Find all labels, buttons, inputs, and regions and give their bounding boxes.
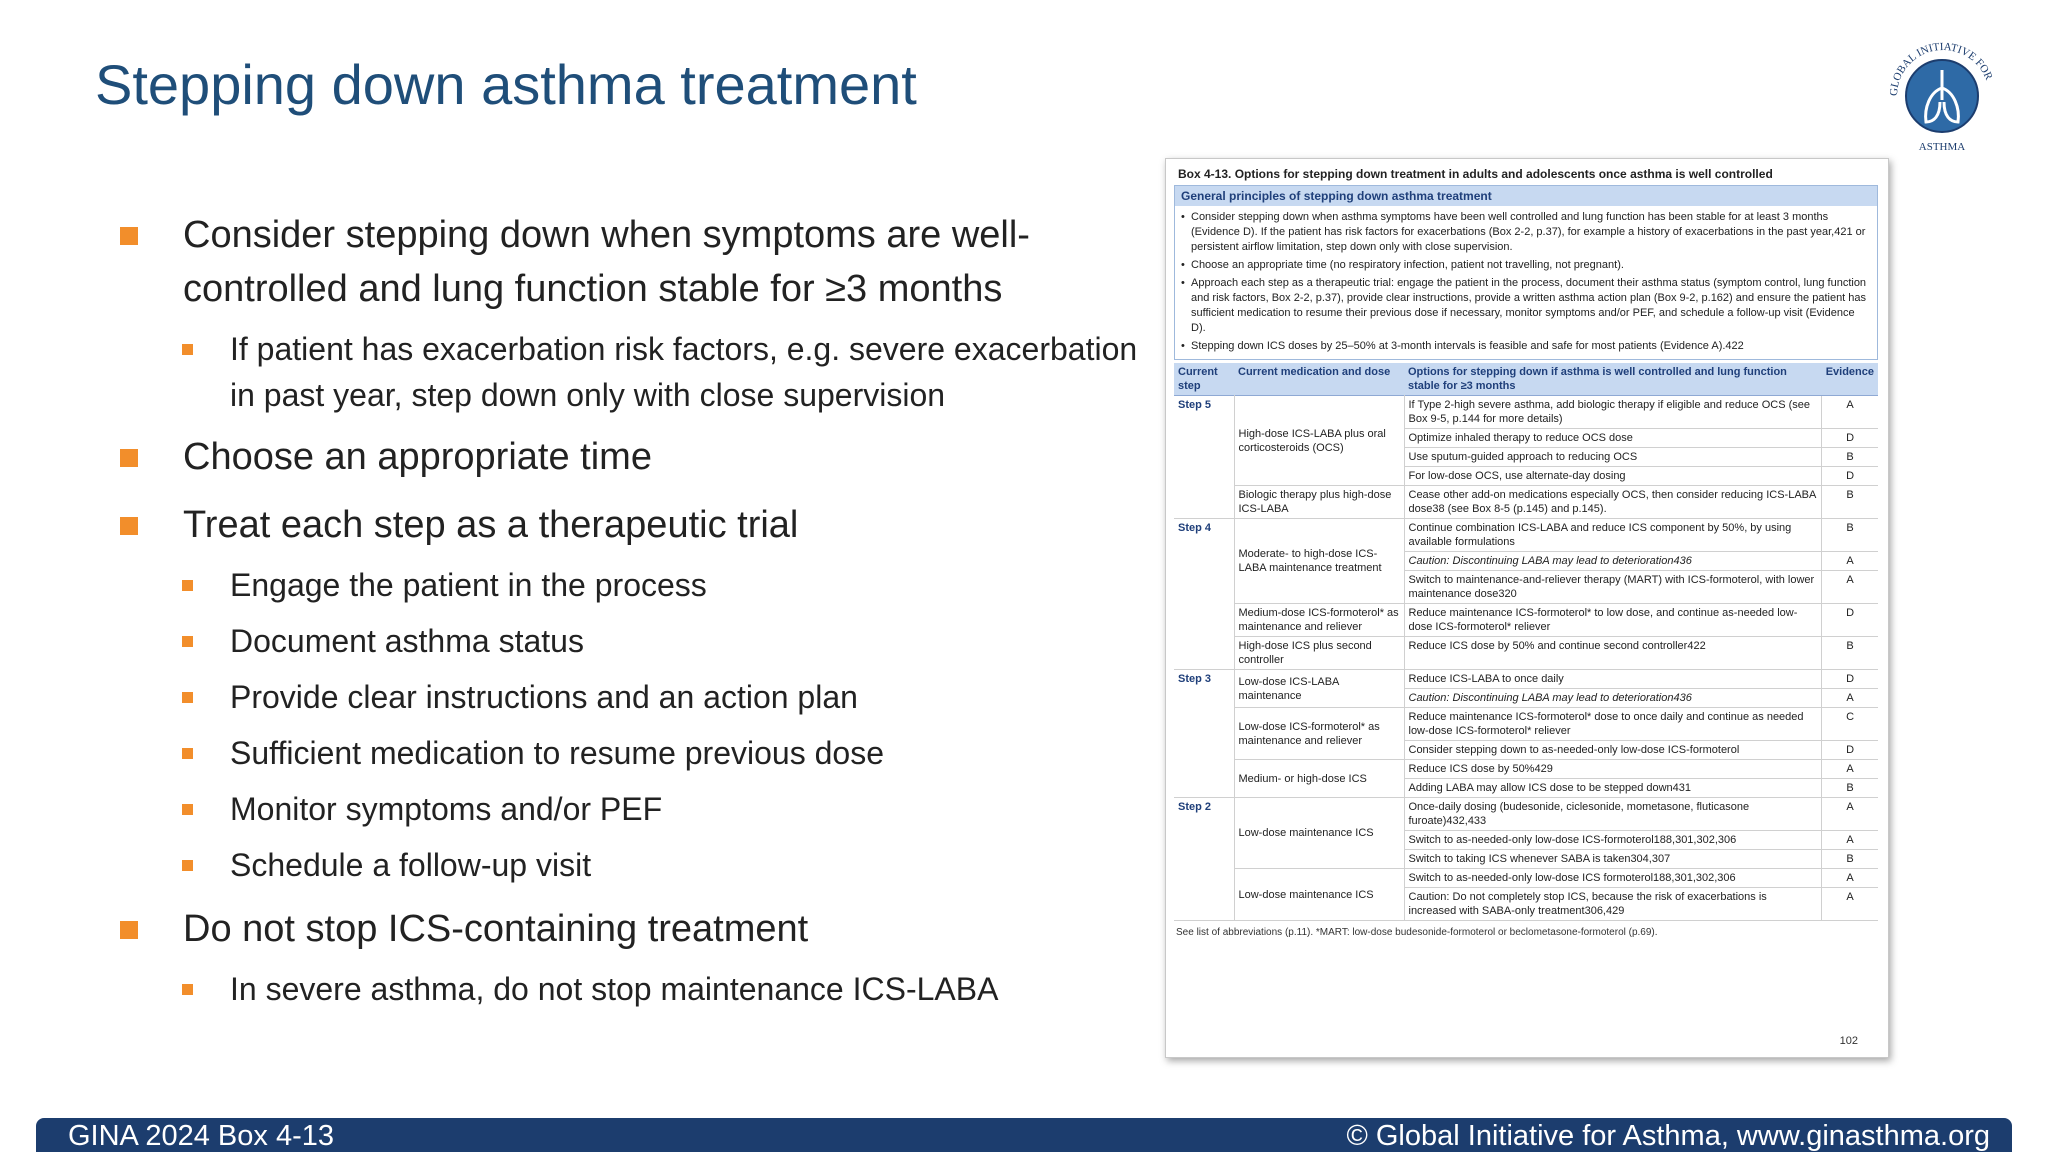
evidence-cell: D (1822, 670, 1878, 689)
evidence-cell: A (1822, 689, 1878, 708)
evidence-cell: A (1822, 869, 1878, 888)
principles-heading: General principles of stepping down asthma treatment (1175, 186, 1877, 206)
evidence-cell: B (1822, 637, 1878, 670)
principle-item: • Stepping down ICS doses by 25–50% at 3-month intervals is feasible and safe for most patients (Evidence A).422 (1181, 339, 1871, 354)
step-label: Step 2 (1174, 798, 1234, 921)
evidence-cell: D (1822, 741, 1878, 760)
bullet-marker (120, 449, 138, 467)
medication-cell: High-dose ICS plus second controller (1234, 637, 1404, 670)
bullet-marker (120, 921, 138, 939)
medication-cell: Biologic therapy plus high-dose ICS-LABA (1234, 486, 1404, 519)
sub-bullet-item: Schedule a follow-up visit (120, 842, 1150, 888)
option-cell: Reduce maintenance ICS-formoterol* to low dose, and continue as-needed low-dose ICS-formoterol* reliever (1404, 604, 1822, 637)
evidence-cell: B (1822, 486, 1878, 519)
header-current-medication: Current medication and dose (1234, 363, 1404, 396)
evidence-cell: A (1822, 760, 1878, 779)
medication-cell: High-dose ICS-LABA plus oral corticosteroids (OCS) (1234, 396, 1404, 486)
footer-copyright: © Global Initiative for Asthma, www.ginasthma.org (1346, 1120, 1990, 1152)
evidence-cell: C (1822, 708, 1878, 741)
table-row (1174, 519, 1878, 552)
medication-cell: Low-dose maintenance ICS (1234, 798, 1404, 869)
option-cell: Reduce ICS dose by 50%429 (1404, 760, 1822, 779)
sub-bullet-item: Engage the patient in the process (120, 562, 1150, 608)
sub-bullet-marker (182, 804, 193, 815)
header-current-step: Current step (1174, 363, 1234, 396)
table-row (1174, 798, 1878, 831)
bullet-marker (120, 517, 138, 535)
sub-bullet-marker (182, 748, 193, 759)
header-options: Options for stepping down if asthma is well controlled and lung function stable for ≥3 months (1404, 363, 1822, 396)
bullet-item: Consider stepping down when symptoms are well-controlled and lung function stable for ≥3 months (120, 208, 1150, 316)
medication-cell: Low-dose maintenance ICS (1234, 869, 1404, 921)
table-row (1174, 604, 1878, 637)
medication-cell: Medium-dose ICS-formoterol* as maintenance and reliever (1234, 604, 1404, 637)
bullet-list (120, 208, 1150, 1012)
box-title: Box 4-13. Options for stepping down treatment in adults and adolescents once asthma is well controlled (1178, 167, 1773, 181)
sub-bullet-marker (182, 984, 193, 995)
option-cell: Switch to as-needed-only low-dose ICS-formoterol188,301,302,306 (1404, 831, 1822, 850)
bullet-marker (120, 227, 138, 245)
gina-logo (1880, 30, 2005, 155)
sub-bullet-item: Provide clear instructions and an action plan (120, 674, 1150, 720)
step-label: Step 4 (1174, 519, 1234, 670)
principle-item: • Approach each step as a therapeutic trial: engage the patient in the process, document their asthma status (symptom control, lung function and risk factors, Box 2-2, p.37), provide clear instructions, provide a written asthma action plan (Box 9-2, p.162) and ensure the patient has sufficient medication to resume their previous dose if necessary, monitor symptoms and/or PEF, and schedule a follow-up visit (Evidence D). (1181, 276, 1871, 336)
principle-item: • Choose an appropriate time (no respiratory infection, patient not travelling, not pregnant). (1181, 258, 1871, 273)
option-cell: Reduce ICS-LABA to once daily (1404, 670, 1822, 689)
medication-cell: Medium- or high-dose ICS (1234, 760, 1404, 798)
table-row (1174, 708, 1878, 741)
table-row (1174, 869, 1878, 888)
option-cell: Continue combination ICS-LABA and reduce ICS component by 50%, by using available formulations (1404, 519, 1822, 552)
evidence-cell: A (1822, 798, 1878, 831)
footer-source: GINA 2024 Box 4-13 (68, 1120, 334, 1152)
table-row (1174, 396, 1878, 429)
general-principles-box (1174, 185, 1878, 360)
option-cell: Switch to as-needed-only low-dose ICS formoterol188,301,302,306 (1404, 869, 1822, 888)
sub-bullet-item: Sufficient medication to resume previous dose (120, 730, 1150, 776)
medication-cell: Low-dose ICS-formoterol* as maintenance and reliever (1234, 708, 1404, 760)
evidence-cell: D (1822, 604, 1878, 637)
option-cell: Optimize inhaled therapy to reduce OCS dose (1404, 429, 1822, 448)
evidence-cell: B (1822, 519, 1878, 552)
table-row (1174, 670, 1878, 689)
evidence-cell: A (1822, 571, 1878, 604)
sub-bullet-item: Monitor symptoms and/or PEF (120, 786, 1150, 832)
sub-bullet-item: Document asthma status (120, 618, 1150, 664)
option-cell: Caution: Discontinuing LABA may lead to deterioration436 (1404, 552, 1822, 571)
step-down-table (1174, 363, 1878, 921)
option-cell: Reduce ICS dose by 50% and continue second controller422 (1404, 637, 1822, 670)
header-evidence: Evidence (1822, 363, 1878, 396)
option-cell: Use sputum-guided approach to reducing OCS (1404, 448, 1822, 467)
sub-bullet-item: In severe asthma, do not stop maintenance ICS-LABA (120, 966, 1150, 1012)
evidence-cell: B (1822, 448, 1878, 467)
sub-bullet-marker (182, 636, 193, 647)
sub-bullet-marker (182, 344, 193, 355)
evidence-cell: D (1822, 429, 1878, 448)
bullet-item: Treat each step as a therapeutic trial (120, 498, 1150, 552)
evidence-cell: B (1822, 850, 1878, 869)
option-cell: Switch to maintenance-and-reliever therapy (MART) with ICS-formoterol, with lower maintenance dose320 (1404, 571, 1822, 604)
option-cell: Reduce maintenance ICS-formoterol* dose to once daily and continue as needed low-dose ICS-formoterol* reliever (1404, 708, 1822, 741)
option-cell: Adding LABA may allow ICS dose to be stepped down431 (1404, 779, 1822, 798)
evidence-cell: B (1822, 779, 1878, 798)
step-label: Step 3 (1174, 670, 1234, 798)
evidence-cell: A (1822, 552, 1878, 571)
option-cell: If Type 2-high severe asthma, add biologic therapy if eligible and reduce OCS (see Box 9-5, p.144 for more details) (1404, 396, 1822, 429)
footer-bar (36, 1118, 2012, 1152)
option-cell: Caution: Do not completely stop ICS, because the risk of exacerbations is increased with SABA-only treatment306,429 (1404, 888, 1822, 921)
sub-bullet-marker (182, 860, 193, 871)
medication-cell: Low-dose ICS-LABA maintenance (1234, 670, 1404, 708)
medication-cell: Moderate- to high-dose ICS-LABA maintenance treatment (1234, 519, 1404, 604)
option-cell: Once-daily dosing (budesonide, ciclesonide, mometasone, fluticasone furoate)432,433 (1404, 798, 1822, 831)
bullet-item: Do not stop ICS-containing treatment (120, 902, 1150, 956)
option-cell: For low-dose OCS, use alternate-day dosing (1404, 467, 1822, 486)
evidence-cell: D (1822, 467, 1878, 486)
box-4-13-document (1165, 158, 1889, 1058)
slide-title: Stepping down asthma treatment (95, 53, 917, 116)
sub-bullet-marker (182, 692, 193, 703)
evidence-cell: A (1822, 888, 1878, 921)
principle-item: • Consider stepping down when asthma symptoms have been well controlled and lung function has been stable for at least 3 months (Evidence D). If the patient has risk factors for exacerbations (Box 2-2, p.37), for example a history of exacerbations in the past year,421 or persistent airflow limitation, step down only with close supervision. (1181, 210, 1871, 255)
option-cell: Consider stepping down to as-needed-only low-dose ICS-formoterol (1404, 741, 1822, 760)
table-row (1174, 760, 1878, 779)
option-cell: Caution: Discontinuing LABA may lead to deterioration436 (1404, 689, 1822, 708)
table-footnote: See list of abbreviations (p.11). *MART: low-dose budesonide-formoterol or beclometasone-formoterol (p.69). (1176, 927, 1658, 938)
option-cell: Cease other add-on medications especially OCS, then consider reducing ICS-LABA dose38 (see Box 8-5 (p.145) and p.145). (1404, 486, 1822, 519)
page-number: 102 (1839, 1035, 1858, 1047)
table-row (1174, 637, 1878, 670)
evidence-cell: A (1822, 831, 1878, 850)
table-row (1174, 486, 1878, 519)
bullet-item: Choose an appropriate time (120, 430, 1150, 484)
evidence-cell: A (1822, 396, 1878, 429)
option-cell: Switch to taking ICS whenever SABA is taken304,307 (1404, 850, 1822, 869)
svg-text:GLOBAL INITIATIVE FOR: GLOBAL INITIATIVE FOR (1887, 40, 1995, 97)
sub-bullet-item: If patient has exacerbation risk factors, e.g. severe exacerbation in past year, step down only with close supervision (120, 326, 1150, 418)
sub-bullet-marker (182, 580, 193, 591)
svg-text:ASTHMA: ASTHMA (1918, 141, 1966, 153)
step-label: Step 5 (1174, 396, 1234, 519)
